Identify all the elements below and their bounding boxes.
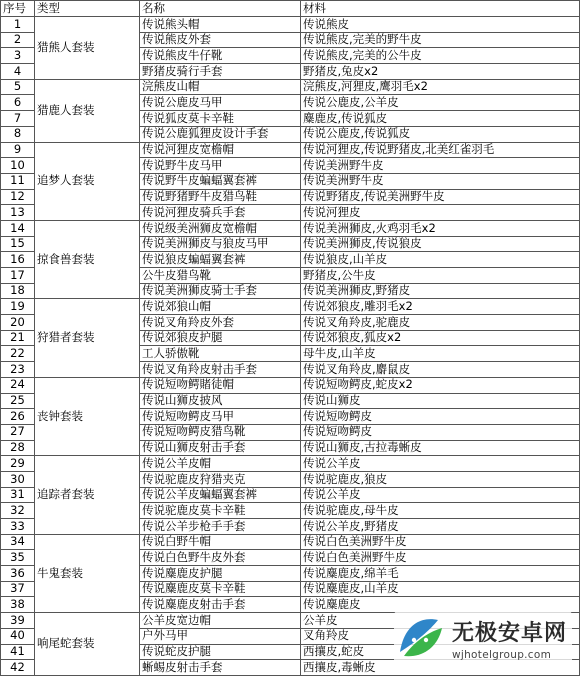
table-row: [1, 220, 580, 236]
row-number: 11: [1, 173, 35, 189]
item-material: 传说公羊皮,野猪皮: [301, 519, 580, 535]
row-number: 38: [1, 597, 35, 613]
item-material: 西攘皮,毒蜥皮: [301, 660, 580, 676]
row-number: 10: [1, 158, 35, 174]
item-material: 传说狼皮,山羊皮: [301, 252, 580, 268]
row-number: 6: [1, 95, 35, 111]
row-number: 28: [1, 440, 35, 456]
item-material: 传说熊皮,完美的野牛皮: [301, 32, 580, 48]
set-type: 掠食兽套装: [35, 220, 140, 298]
header-num: 序号: [1, 1, 35, 17]
item-name: 传说麋鹿皮莫卡辛鞋: [140, 581, 301, 597]
set-type: 狩猎者套装: [35, 299, 140, 377]
item-material: 西攘皮,蛇皮: [301, 644, 580, 660]
item-material: 传说公羊皮: [301, 456, 580, 472]
set-type: 响尾蛇套装: [35, 613, 140, 676]
item-name: 传说河狸皮骑兵手套: [140, 205, 301, 221]
item-material: 传说短吻鳄皮: [301, 424, 580, 440]
row-number: 12: [1, 189, 35, 205]
row-number: 9: [1, 142, 35, 158]
item-name: 传说美洲狮皮与狼皮马甲: [140, 236, 301, 252]
row-number: 20: [1, 315, 35, 331]
item-material: 传说公羊皮: [301, 487, 580, 503]
row-number: 18: [1, 283, 35, 299]
item-name: 传说野牛皮蝙蝠翼套裤: [140, 173, 301, 189]
item-material: 传说熊皮,完美的公牛皮: [301, 48, 580, 64]
table-row: [1, 377, 580, 393]
item-name: 传说郊狼山帽: [140, 299, 301, 315]
item-material: 传说驼鹿皮,母牛皮: [301, 503, 580, 519]
row-number: 34: [1, 534, 35, 550]
header-name: 名称: [140, 1, 301, 17]
item-name: 传说公羊步枪手手套: [140, 519, 301, 535]
row-number: 2: [1, 32, 35, 48]
row-number: 26: [1, 409, 35, 425]
header-row: [1, 1, 580, 17]
item-material: 野猪皮,兔皮x2: [301, 64, 580, 80]
item-material: 传说山狮皮,古拉毒蜥皮: [301, 440, 580, 456]
item-material: 传说美洲狮皮,野猪皮: [301, 283, 580, 299]
row-number: 31: [1, 487, 35, 503]
item-material: 传说驼鹿皮,狼皮: [301, 471, 580, 487]
item-name: 传说郊狼皮护腿: [140, 330, 301, 346]
watermark-title: 无极安卓网: [452, 620, 568, 646]
item-material: 母牛皮,山羊皮: [301, 346, 580, 362]
item-material: 传说郊狼皮,狐皮x2: [301, 330, 580, 346]
header-material: 材料: [301, 1, 580, 17]
row-number: 22: [1, 346, 35, 362]
row-number: 13: [1, 205, 35, 221]
row-number: 15: [1, 236, 35, 252]
item-name: 传说公羊皮帽: [140, 456, 301, 472]
item-name: 传说河狸皮宽檐帽: [140, 142, 301, 158]
item-name: 传说公鹿皮马甲: [140, 95, 301, 111]
row-number: 16: [1, 252, 35, 268]
item-name: 传说公羊皮蝙蝠翼套裤: [140, 487, 301, 503]
item-material: 传说叉角羚皮,驼鹿皮: [301, 315, 580, 331]
row-number: 42: [1, 660, 35, 676]
item-name: 传说麋鹿皮射击手套: [140, 597, 301, 613]
row-number: 25: [1, 393, 35, 409]
item-material: 传说山狮皮: [301, 393, 580, 409]
item-name: 传说山狮皮射击手套: [140, 440, 301, 456]
item-name: 传说白野牛帽: [140, 534, 301, 550]
item-name: 传说麋鹿皮护腿: [140, 566, 301, 582]
item-material: 公羊皮: [301, 613, 580, 629]
row-number: 8: [1, 126, 35, 142]
row-number: 32: [1, 503, 35, 519]
row-number: 14: [1, 220, 35, 236]
item-material: 传说叉角羚皮,麝鼠皮: [301, 362, 580, 378]
item-name: 传说熊头帽: [140, 17, 301, 33]
item-name: 传说野牛皮马甲: [140, 158, 301, 174]
set-type: 追梦人套装: [35, 142, 140, 220]
item-material: 传说河狸皮,传说野猪皮,北美红雀羽毛: [301, 142, 580, 158]
item-material: 传说郊狼皮,雕羽毛x2: [301, 299, 580, 315]
table-row: [1, 456, 580, 472]
table-body: [1, 17, 580, 676]
item-name: 传说野猪野牛皮猎鸟鞋: [140, 189, 301, 205]
watermark-url: wjhotelgroup.com: [452, 648, 552, 661]
row-number: 3: [1, 48, 35, 64]
item-material: 传说白色美洲野牛皮: [301, 550, 580, 566]
item-name: 传说熊皮外套: [140, 32, 301, 48]
item-name: 传说驼鹿皮莫卡辛鞋: [140, 503, 301, 519]
item-material: 传说美洲野牛皮: [301, 158, 580, 174]
row-number: 35: [1, 550, 35, 566]
item-material: 浣熊皮,河狸皮,鹰羽毛x2: [301, 79, 580, 95]
set-type: 追踪者套装: [35, 456, 140, 534]
header-type: 类型: [35, 1, 140, 17]
android-logo-icon: [394, 612, 446, 664]
item-material: 传说美洲野牛皮: [301, 173, 580, 189]
row-number: 41: [1, 644, 35, 660]
item-name: 工人骄傲靴: [140, 346, 301, 362]
item-name: 传说级美洲狮皮宽檐帽: [140, 220, 301, 236]
item-name: 传说叉角羚皮射击手套: [140, 362, 301, 378]
row-number: 21: [1, 330, 35, 346]
item-material: 传说麋鹿皮,绵羊毛: [301, 566, 580, 582]
item-material: 传说熊皮: [301, 17, 580, 33]
item-name: 传说狐皮莫卡辛鞋: [140, 111, 301, 127]
row-number: 36: [1, 566, 35, 582]
item-name: 传说蛇皮护腿: [140, 644, 301, 660]
row-number: 37: [1, 581, 35, 597]
item-material: 传说公鹿皮,传说狐皮: [301, 126, 580, 142]
item-material: 传说麋鹿皮,山羊皮: [301, 581, 580, 597]
item-name: 传说短吻鳄皮猎鸟靴: [140, 424, 301, 440]
table-row: [1, 79, 580, 95]
item-material: 传说短吻鳄皮: [301, 409, 580, 425]
item-name: 浣熊皮山帽: [140, 79, 301, 95]
item-name: 户外马甲: [140, 628, 301, 644]
row-number: 17: [1, 268, 35, 284]
item-name: 传说公鹿狐狸皮设计手套: [140, 126, 301, 142]
row-number: 27: [1, 424, 35, 440]
set-type: 猎鹿人套装: [35, 79, 140, 142]
item-name: 野猪皮骑行手套: [140, 64, 301, 80]
row-number: 1: [1, 17, 35, 33]
item-material: 传说短吻鳄皮,蛇皮x2: [301, 377, 580, 393]
item-name: 蜥蜴皮射击手套: [140, 660, 301, 676]
table-row: [1, 534, 580, 550]
item-material: 传说美洲狮皮,传说狼皮: [301, 236, 580, 252]
row-number: 30: [1, 471, 35, 487]
table-row: [1, 17, 580, 33]
row-number: 19: [1, 299, 35, 315]
item-material: 野猪皮,公牛皮: [301, 268, 580, 284]
watermark: [394, 611, 572, 665]
row-number: 7: [1, 111, 35, 127]
row-number: 33: [1, 519, 35, 535]
row-number: 23: [1, 362, 35, 378]
item-name: 传说美洲狮皮骑士手套: [140, 283, 301, 299]
item-name: 传说叉角羚皮外套: [140, 315, 301, 331]
table-row: [1, 299, 580, 315]
item-material: 传说美洲狮皮,火鸡羽毛x2: [301, 220, 580, 236]
item-material: 传说河狸皮: [301, 205, 580, 221]
item-material: 叉角羚皮: [301, 628, 580, 644]
set-type: 丧钟套装: [35, 377, 140, 455]
row-number: 39: [1, 613, 35, 629]
item-name: 传说山狮皮披风: [140, 393, 301, 409]
item-material: 麋鹿皮,传说狐皮: [301, 111, 580, 127]
item-name: 传说驼鹿皮狩猎夹克: [140, 471, 301, 487]
row-number: 40: [1, 628, 35, 644]
row-number: 24: [1, 377, 35, 393]
item-name: 传说短吻鳄賭徒帽: [140, 377, 301, 393]
item-name: 传说白色野牛皮外套: [140, 550, 301, 566]
row-number: 4: [1, 64, 35, 80]
item-material: 传说麋鹿皮: [301, 597, 580, 613]
item-name: 传说短吻鳄皮马甲: [140, 409, 301, 425]
item-name: 公牛皮猎鸟靴: [140, 268, 301, 284]
item-material: 传说野猪皮,传说美洲野牛皮: [301, 189, 580, 205]
item-name: 公羊皮宽边帽: [140, 613, 301, 629]
row-number: 5: [1, 79, 35, 95]
row-number: 29: [1, 456, 35, 472]
item-name: 传说熊皮牛仔靴: [140, 48, 301, 64]
set-type: 猎熊人套装: [35, 17, 140, 80]
item-material: 传说公鹿皮,公羊皮: [301, 95, 580, 111]
set-type: 牛鬼套装: [35, 534, 140, 612]
item-material: 传说白色美洲野牛皮: [301, 534, 580, 550]
item-name: 传说狼皮蝙蝠翼套裤: [140, 252, 301, 268]
table-row: [1, 142, 580, 158]
